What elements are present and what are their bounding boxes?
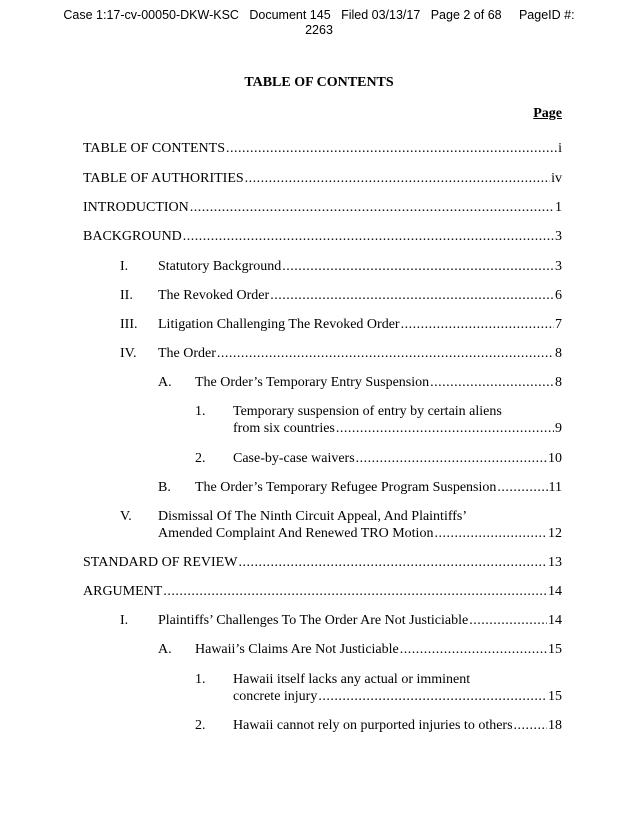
toc-entry-text-line1: Hawaii itself lacks any actual or imminent — [233, 672, 471, 687]
toc-entry-number: I. — [120, 259, 129, 274]
toc-entry-number: 1. — [195, 672, 206, 687]
toc-entry-text: Amended Complaint And Renewed TRO Motion — [158, 526, 434, 541]
toc-entry-page: 6 — [555, 288, 562, 303]
dot-leader — [226, 140, 557, 157]
toc-entry — [83, 583, 562, 600]
toc-entry-text: BACKGROUND — [83, 229, 182, 244]
toc-entry — [120, 316, 562, 333]
toc-entry-number: 2. — [195, 451, 206, 466]
toc-entry-page: 9 — [555, 421, 562, 436]
toc-entry — [83, 554, 562, 571]
toc-entry-text: Case-by-case waivers — [233, 451, 355, 466]
toc-entry-text: The Revoked Order — [158, 288, 270, 303]
toc-entry-number: V. — [120, 509, 132, 524]
toc-entry — [83, 170, 562, 187]
dot-leader — [400, 641, 547, 658]
dot-leader — [183, 228, 554, 245]
toc-entry-page: 14 — [548, 613, 562, 628]
toc-entry-number: A. — [158, 642, 172, 657]
toc-entry — [120, 508, 562, 542]
toc-entry — [158, 641, 562, 658]
toc-entry-number: III. — [120, 317, 138, 332]
toc-entry — [195, 717, 562, 734]
toc-entry-text: TABLE OF CONTENTS — [83, 141, 225, 156]
toc-entry-text: The Order — [158, 346, 216, 361]
dot-leader — [497, 479, 547, 496]
toc-entry-page: 15 — [548, 689, 562, 704]
toc-entry-page: 12 — [548, 526, 562, 541]
toc-entry-number: IV. — [120, 346, 137, 361]
toc-entry — [158, 374, 562, 391]
toc-entry-number: A. — [158, 375, 172, 390]
case-header-line2: 2263 — [305, 23, 333, 37]
toc-entry — [120, 258, 562, 275]
toc-entry-text: ARGUMENT — [83, 584, 163, 599]
toc-entry — [195, 671, 562, 705]
toc-entry-page: iv — [551, 171, 562, 186]
dot-leader — [469, 612, 547, 629]
toc-entry-page: 3 — [555, 259, 562, 274]
toc-entry-page: 8 — [555, 375, 562, 390]
toc-entry-text: concrete injury — [233, 689, 318, 704]
toc-entry-text: STANDARD OF REVIEW — [83, 555, 238, 570]
dot-leader — [430, 374, 554, 391]
toc-entry-page: 18 — [548, 718, 562, 733]
dot-leader — [434, 525, 547, 542]
dot-leader — [270, 287, 554, 304]
dot-leader — [356, 450, 547, 467]
toc-entry-number: II. — [120, 288, 133, 303]
toc-entry-page: 7 — [555, 317, 562, 332]
toc-entry-number: I. — [120, 613, 129, 628]
toc-entry-text: Hawaii cannot rely on purported injuries to others — [233, 718, 513, 733]
toc-entry-page: 13 — [548, 555, 562, 570]
toc-entry — [120, 612, 562, 629]
case-header — [0, 8, 638, 38]
toc-entry — [83, 199, 562, 216]
toc-entry-number: B. — [158, 480, 171, 495]
toc-entry — [83, 140, 562, 157]
toc-entry-text: INTRODUCTION — [83, 200, 189, 215]
toc-entry-page: 11 — [548, 480, 562, 495]
toc-entry-page: i — [558, 141, 562, 156]
dot-leader — [238, 554, 547, 571]
toc-entry-page: 10 — [548, 451, 562, 466]
toc-entry-text: Hawaii’s Claims Are Not Justiciable — [195, 642, 399, 657]
dot-leader — [336, 420, 554, 437]
toc-entry-text: The Order’s Temporary Entry Suspension — [195, 375, 430, 390]
dot-leader — [318, 688, 547, 705]
case-header-line1: Case 1:17-cv-00050-DKW-KSC Document 145 Filed 03/13/17 Page 2 of 68 PageID #: — [63, 8, 575, 22]
dot-leader — [163, 583, 547, 600]
toc-entry — [195, 450, 562, 467]
toc-entry-text: from six countries — [233, 421, 335, 436]
dot-leader — [282, 258, 554, 275]
toc-entry-page: 1 — [555, 200, 562, 215]
toc-entry-number: 2. — [195, 718, 206, 733]
toc-title: TABLE OF CONTENTS — [244, 75, 394, 90]
toc-entry-text-line1: Dismissal Of The Ninth Circuit Appeal, And Plaintiffs’ — [158, 509, 468, 524]
toc-entry-text: Plaintiffs’ Challenges To The Order Are Not Justiciable — [158, 613, 469, 628]
dot-leader — [245, 170, 550, 187]
toc-entry-page: 3 — [555, 229, 562, 244]
toc-entry — [83, 228, 562, 245]
dot-leader — [401, 316, 554, 333]
dot-leader — [514, 717, 547, 734]
toc-entry-page: 14 — [548, 584, 562, 599]
toc-entry-text: The Order’s Temporary Refugee Program Suspension — [195, 480, 497, 495]
page-column-label: Page — [533, 106, 562, 121]
toc-entry-page: 15 — [548, 642, 562, 657]
toc-entry-number: 1. — [195, 404, 206, 419]
toc-entry-text: Litigation Challenging The Revoked Order — [158, 317, 400, 332]
dot-leader — [217, 345, 554, 362]
dot-leader — [190, 199, 554, 216]
toc-entry-text: Statutory Background — [158, 259, 282, 274]
toc-entry — [158, 479, 562, 496]
toc-entry — [195, 403, 562, 437]
toc-entry-text-line1: Temporary suspension of entry by certain aliens — [233, 404, 502, 419]
toc-entry — [120, 345, 562, 362]
toc-entry — [120, 287, 562, 304]
toc-entry-text: TABLE OF AUTHORITIES — [83, 171, 244, 186]
toc-entry-page: 8 — [555, 346, 562, 361]
